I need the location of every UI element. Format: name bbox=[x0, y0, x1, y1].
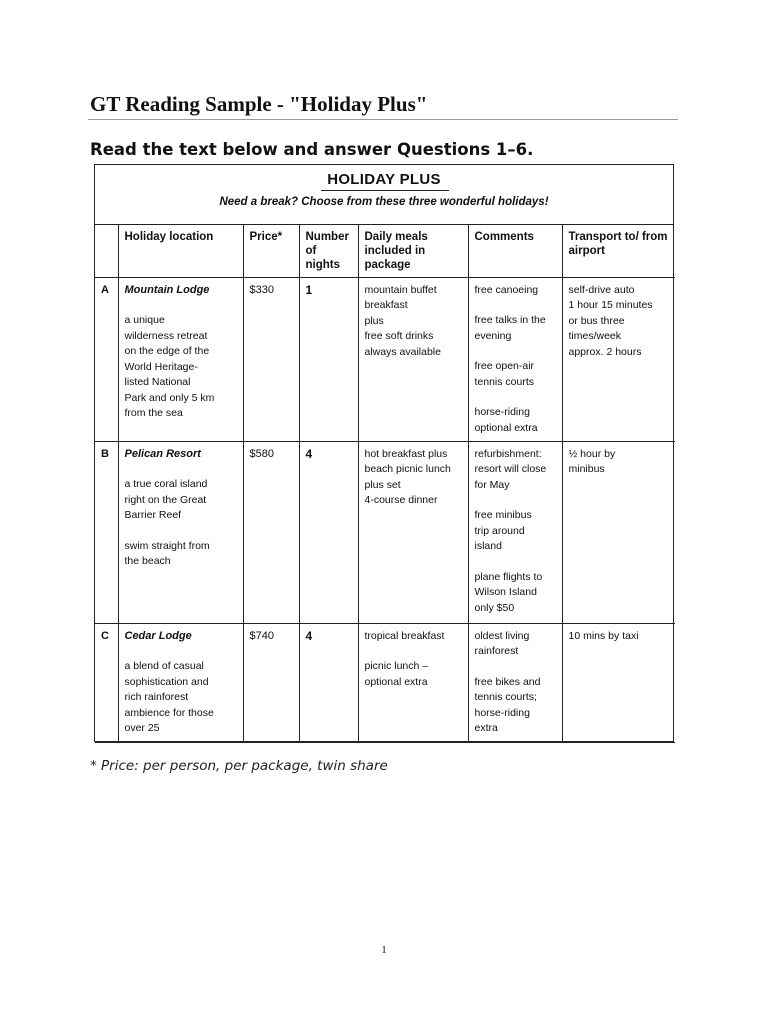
nights-cell: 1 bbox=[299, 277, 358, 441]
transport-text: self-drive auto 1 hour 15 minutes or bus three times/week approx. 2 hours bbox=[568, 283, 653, 358]
comment-text: oldest living rainforest bbox=[474, 629, 530, 657]
transport-text: 10 mins by taxi bbox=[568, 629, 639, 642]
transport-cell bbox=[562, 277, 675, 441]
meals-text: tropical breakfast bbox=[364, 629, 445, 642]
title-rule bbox=[88, 119, 678, 120]
row-letter: B bbox=[95, 441, 118, 623]
comments-cell bbox=[468, 277, 562, 441]
price-cell: $580 bbox=[243, 441, 299, 623]
comments-cell bbox=[468, 623, 562, 742]
comments-cell bbox=[468, 441, 562, 623]
comment-text: free talks in the evening bbox=[474, 314, 546, 342]
nights-cell: 4 bbox=[299, 623, 358, 742]
column-header-location: Holiday location bbox=[118, 225, 243, 277]
meals-text: mountain buffet breakfast plus free soft drinks always available bbox=[364, 283, 441, 358]
holiday-grid bbox=[95, 225, 675, 743]
column-header-transport: Transport to/ from airport bbox=[562, 225, 675, 277]
location-description: a blend of casual sophistication and rich rainforest ambience for those over 25 bbox=[124, 660, 214, 734]
table-row bbox=[95, 623, 675, 742]
meals-text: hot breakfast plus beach picnic lunch plus set 4-course dinner bbox=[364, 447, 451, 506]
column-header-comments: Comments bbox=[468, 225, 562, 277]
location-cell bbox=[118, 277, 243, 441]
column-header-row bbox=[95, 225, 675, 277]
comment-text: plane flights to Wilson Island only $50 bbox=[474, 570, 543, 614]
table-header bbox=[95, 165, 673, 225]
column-header-nights: Number of nights bbox=[299, 225, 358, 277]
column-header-price: Price* bbox=[243, 225, 299, 277]
comment-text: horse-riding optional extra bbox=[474, 406, 538, 434]
meals-cell bbox=[358, 277, 468, 441]
table-row bbox=[95, 277, 675, 441]
page-number: 1 bbox=[381, 944, 387, 956]
transport-text: ½ hour by minibus bbox=[568, 447, 616, 475]
location-cell bbox=[118, 441, 243, 623]
price-footnote: * Price: per person, per package, twin share bbox=[90, 758, 388, 774]
row-letter: A bbox=[95, 277, 118, 441]
location-cell bbox=[118, 623, 243, 742]
transport-cell bbox=[562, 623, 675, 742]
heading-underline bbox=[321, 190, 449, 191]
location-name: Pelican Resort bbox=[124, 447, 201, 460]
row-letter: C bbox=[95, 623, 118, 742]
table-row bbox=[95, 441, 675, 623]
meals-text: picnic lunch – optional extra bbox=[364, 660, 429, 688]
comment-text: free minibus trip around island bbox=[474, 509, 532, 552]
document-title: GT Reading Sample - "Holiday Plus" bbox=[90, 92, 428, 116]
column-header-meals: Daily meals included in package bbox=[358, 225, 468, 277]
price-cell: $330 bbox=[243, 277, 299, 441]
instruction-text: Read the text below and answer Questions 1–6. bbox=[90, 140, 534, 159]
location-description: a unique wilderness retreat on the edge of the World Heritage- listed National Park and only 5 km from the sea bbox=[124, 314, 215, 419]
comment-text: free open-air tennis courts bbox=[474, 360, 535, 388]
table-subheading: Need a break? Choose from these three wonderful holidays! bbox=[219, 196, 549, 208]
holiday-plus-table bbox=[94, 164, 674, 742]
location-name: Cedar Lodge bbox=[124, 629, 192, 642]
price-cell: $740 bbox=[243, 623, 299, 742]
comment-text: free canoeing bbox=[474, 283, 539, 296]
column-header-letter bbox=[95, 225, 118, 277]
meals-cell bbox=[358, 441, 468, 623]
comment-text: free bikes and tennis courts; horse-riding extra bbox=[474, 675, 541, 734]
meals-cell bbox=[358, 623, 468, 742]
table-heading: HOLIDAY PLUS bbox=[327, 171, 441, 188]
nights-cell: 4 bbox=[299, 441, 358, 623]
transport-cell bbox=[562, 441, 675, 623]
location-description-extra: swim straight from the beach bbox=[124, 539, 210, 567]
location-name: Mountain Lodge bbox=[124, 283, 210, 296]
comment-text: refurbishment: resort will close for May bbox=[474, 447, 547, 491]
location-description: a true coral island right on the Great Barrier Reef bbox=[124, 478, 208, 521]
